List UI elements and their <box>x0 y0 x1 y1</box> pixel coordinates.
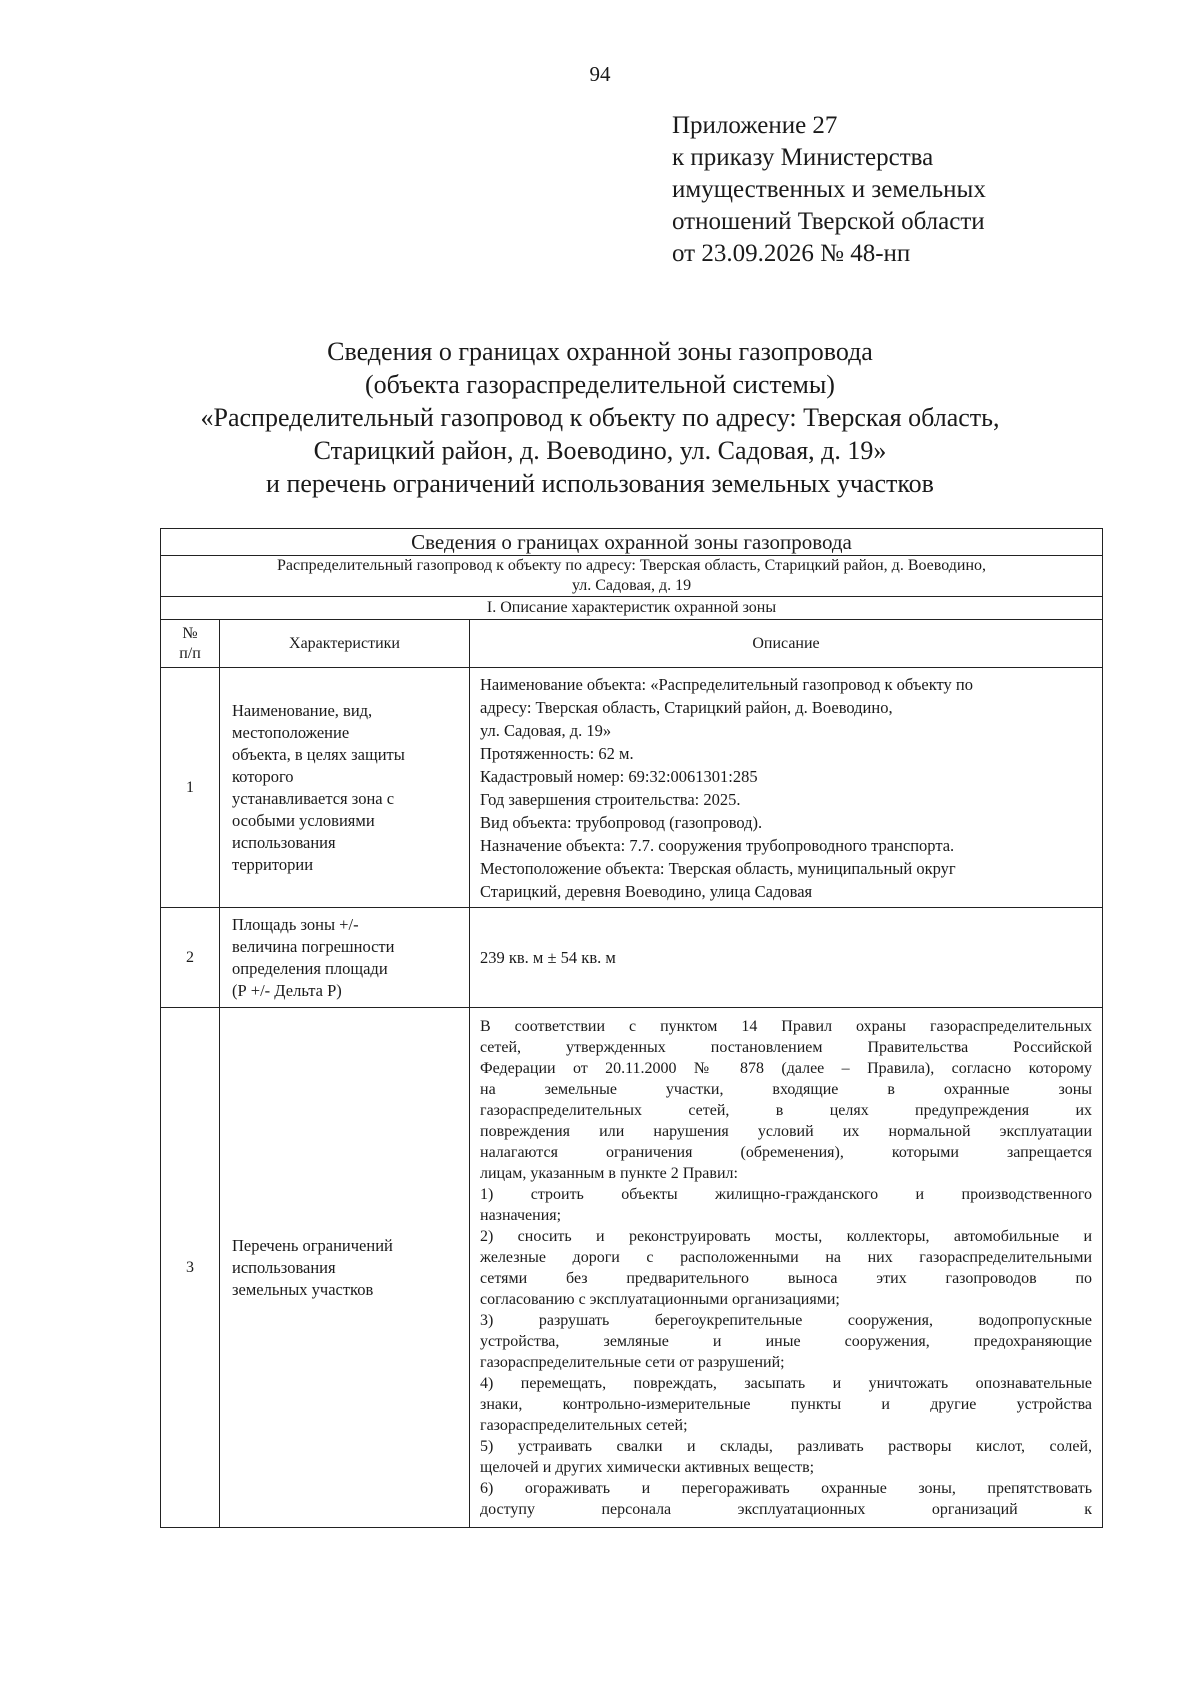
column-header-num: № п/п <box>161 620 220 668</box>
row-description: Наименование объекта: «Распределительный газопровод к объекту по адресу: Тверская область, Старицкий район, д. Воеводино, ул. Садовая, д. 19» Протяженность: 62 м. Кадастровый номер: 69:32:0061301:285 Год завершения строительства: 2025. Вид объекта: трубопровод (газопровод). Назначение объекта: 7.7. сооружения трубопроводного транспорта. Местоположение объекта: Тверская область, муниципальный округ Старицкий, деревня Воеводино, улица Садовая <box>470 668 1103 908</box>
table-row <box>161 1008 1103 1528</box>
object-name-line: ул. Садовая, д. 19 <box>571 577 692 594</box>
document-title <box>0 335 1200 500</box>
appendix-line: Приложение 27 <box>672 112 838 139</box>
appendix-block <box>672 110 986 270</box>
row-characteristics: Перечень ограничений использования земельных участков <box>220 1008 470 1528</box>
title-line: «Распределительный газопровод к объекту по адресу: Тверская область, <box>200 403 1000 432</box>
row-description: 239 кв. м ± 54 кв. м <box>470 908 1103 1008</box>
table-section-title: I. Описание характеристик охранной зоны <box>161 597 1103 620</box>
title-line: (объекта газораспределительной системы) <box>365 370 835 399</box>
appendix-line: к приказу Министерства <box>672 144 934 171</box>
column-header-description: Описание <box>470 620 1103 668</box>
row-characteristics: Площадь зоны +/- величина погрешности определения площади (Р +/- Дельта Р) <box>220 908 470 1008</box>
appendix-line: имущественных и земельных <box>672 176 986 203</box>
title-line: Сведения о границах охранной зоны газопровода <box>327 337 873 366</box>
row-number: 2 <box>161 908 220 1008</box>
table-title: Сведения о границах охранной зоны газопровода <box>161 529 1103 556</box>
table-row <box>161 668 1103 908</box>
zone-table <box>160 528 1103 1528</box>
title-line: и перечень ограничений использования земельных участков <box>266 469 934 498</box>
row-characteristics: Наименование, вид, местоположение объекта, в целях защиты которого устанавливается зона с особыми условиями использования территории <box>220 668 470 908</box>
row-number: 1 <box>161 668 220 908</box>
title-line: Старицкий район, д. Воеводино, ул. Садовая, д. 19» <box>313 436 887 465</box>
appendix-line: отношений Тверской области <box>672 208 985 235</box>
page-number: 94 <box>589 62 611 86</box>
object-name-line: Распределительный газопровод к объекту по адресу: Тверская область, Старицкий район, д. Воеводино, <box>276 557 987 574</box>
row-number: 3 <box>161 1008 220 1528</box>
table-object-name <box>161 556 1103 597</box>
column-header-characteristics: Характеристики <box>220 620 470 668</box>
appendix-line: от 23.09.2026 № 48-нп <box>672 240 911 267</box>
table-row <box>161 908 1103 1008</box>
row-description: В соответствии с пунктом 14 Правил охраны газораспределительных сетей, утвержденных постановлением Правительства Российской Федерации от 20.11.2000 № 878 (далее – Правила), согласно которому на земельные участки, входящие в охранные зоны газораспределительных сетей, в целях предупреждения их повреждения или нарушения условий их нормальной эксплуатации налагаются ограничения (обременения), которыми запрещается лицам, указанным в пункте 2 Правил: 1) строить объекты жилищно-гражданского и производственного назначения; 2) сносить и реконструировать мосты, коллекторы, автомобильные и железные дороги с расположенными на них газораспределительными сетями без предварительного выноса этих газопроводов по согласованию с эксплуатационными организациями; 3) разрушать берегоукрепительные сооружения, водопропускные устройства, земляные и иные сооружения, предохраняющие газораспределительные сети от разрушений; 4) перемещать, повреждать, засыпать и уничтожать опознавательные знаки, контрольно-измерительные пункты и другие устройства газораспределительных сетей; 5) устраивать свалки и склады, разливать растворы кислот, солей, щелочей и других химически активных веществ; 6) огораживать и перегораживать охранные зоны, препятствовать доступу персонала эксплуатационных организаций к <box>470 1008 1103 1528</box>
